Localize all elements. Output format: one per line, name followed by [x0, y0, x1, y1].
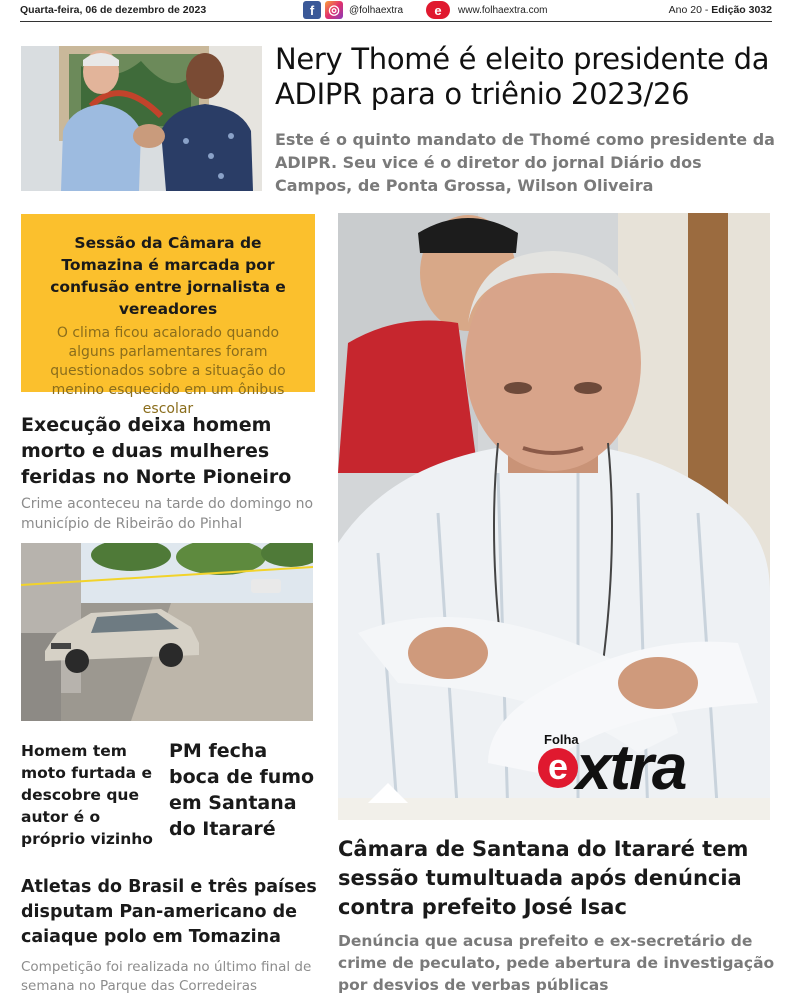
top-story-headline[interactable]: Nery Thomé é eleito presidente da ADIPR para o triênio 2023/26: [275, 42, 770, 111]
website-link: [426, 0, 547, 20]
brand-e-icon: e: [538, 748, 578, 788]
brand-small-text: Folha: [544, 732, 579, 747]
highlight-story-headline[interactable]: Sessão da Câmara de Tomazina é marcada por confusão entre jornalista e vereadores: [50, 234, 286, 318]
top-bar: [20, 0, 772, 22]
pm-story-headline[interactable]: PM fecha boca de fumo em Santana do Itararé: [169, 740, 315, 840]
social-links: [303, 0, 403, 20]
execution-story-headline[interactable]: Execução deixa homem morto e duas mulheres feridas no Norte Pioneiro: [21, 414, 292, 488]
moto-story-headline[interactable]: Homem tem moto furtada e descobre que autor é o próprio vizinho: [21, 742, 153, 848]
edition-info: [669, 4, 772, 16]
highlight-story-box[interactable]: [21, 214, 315, 417]
top-story-subtitle: Este é o quinto mandato de Thomé como presidente da ADIPR. Seu vice é o diretor do jornal Diário dos Campos, de Ponta Grossa, Wilson Oliveira: [275, 130, 775, 195]
instagram-icon[interactable]: ◎: [325, 1, 343, 19]
highlight-story-subtitle: O clima ficou acalorado quando alguns parlamentares foram questionados sobre a situação do menino esquecido em um ônibus escolar: [50, 325, 286, 417]
folha-extra-brand-logo: [536, 732, 751, 804]
main-story-headline[interactable]: Câmara de Santana do Itararé tem sessão tumultuada após denúncia contra prefeito José Isac: [338, 837, 749, 919]
facebook-icon[interactable]: f: [303, 1, 321, 19]
edition-number: Edição 3032: [711, 4, 772, 16]
execution-story-subtitle: Crime aconteceu na tarde do domingo no município de Ribeirão do Pinhal: [21, 496, 314, 532]
athletes-story-subtitle: Competição foi realizada no último final de semana no Parque das Corredeiras: [21, 959, 312, 994]
brand-word: xtra: [576, 731, 686, 803]
issue-date: Quarta-feira, 06 de dezembro de 2023: [20, 4, 207, 16]
folha-extra-logo-icon[interactable]: e: [426, 1, 450, 19]
main-story-subtitle: Denúncia que acusa prefeito e ex-secretário de crime de peculato, pede abertura de investigação por desvios de verbas públicas: [338, 932, 775, 994]
top-story-photo[interactable]: [21, 46, 262, 191]
main-story-photo[interactable]: [338, 213, 770, 820]
social-handle[interactable]: @folhaextra: [349, 4, 404, 16]
website-url[interactable]: www.folhaextra.com: [458, 4, 548, 16]
year-label: Ano 20 -: [668, 4, 712, 16]
handshake-photo-illustration: [21, 46, 262, 191]
crime-scene-photo[interactable]: [21, 543, 313, 721]
athletes-story-headline[interactable]: Atletas do Brasil e três países disputam Pan-americano de caiaque polo em Tomazina: [21, 877, 317, 947]
mayor-portrait-illustration: [338, 213, 770, 820]
crime-scene-illustration: [21, 543, 313, 721]
